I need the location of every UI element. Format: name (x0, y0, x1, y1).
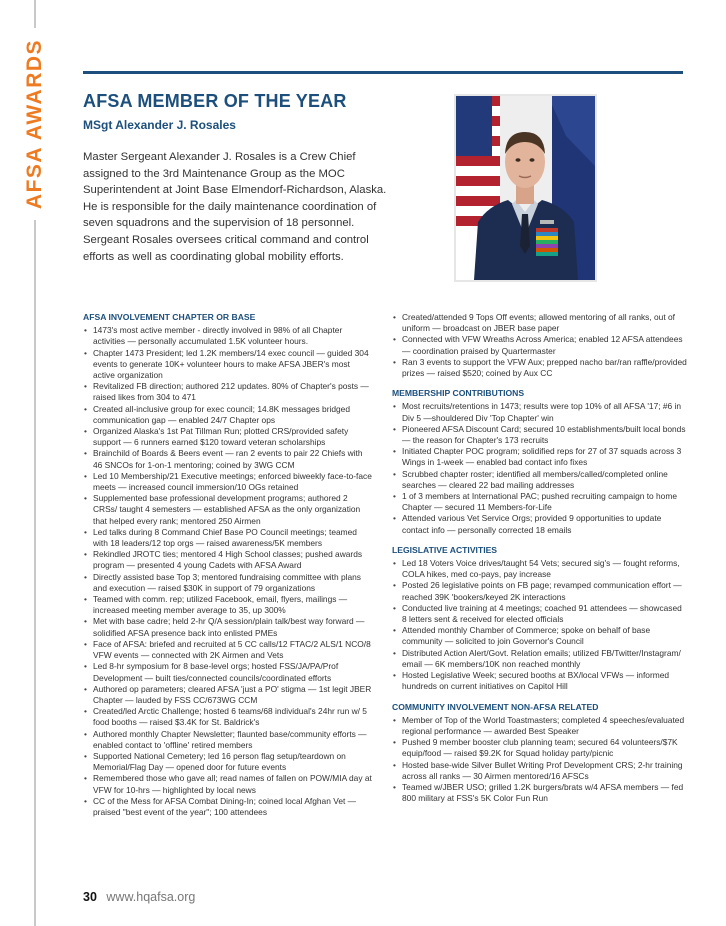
list-item: • Created/led Arctic Challenge; hosted 6 teams/68 individual's 24hr run w/ 5 food booths — raised $3.4K for St. Baldrick's (83, 706, 373, 728)
list-item: • Created all-inclusive group for exec council; 14.8K messages bridged communication gap — enabled 24/7 Chapter ops (83, 404, 373, 426)
list-item: • Pioneered AFSA Discount Card; secured 10 establishments/built local bonds — the reason for Chapter's 173 recruits (392, 424, 688, 446)
list-item: • Attended monthly Chamber of Commerce; spoke on behalf of base community — solicited to join Governor's Council (392, 625, 688, 647)
list-item: • Supported National Cemetery; led 16 person flag setup/teardown on Memorial/Flag Day — opened door for future events (83, 751, 373, 773)
list-item: • Chapter 1473 President; led 1.2K members/14 exec council — guided 304 events to generate 10K+ volunteer hours to make AFSA JBER's most active organization (83, 348, 373, 382)
list-item: • Hosted Legislative Week; secured booths at BX/local VFWs — informed hundreds on current initiatives on Capitol Hill (392, 670, 688, 692)
section-list (392, 558, 688, 692)
list-item: • Directly assisted base Top 3; mentored fundraising committee with plans and execution — raised $30K in support of 79 organizations (83, 572, 373, 594)
list-item: • Ran 3 events to support the VFW Aux; prepped nacho bar/ran raffle/provided prizes — raised $520; coined by Aux CC (392, 357, 688, 379)
list-item: • Scrubbed chapter roster; identified all members/called/completed online searches — cleared 22 bad mailing addresses (392, 469, 688, 491)
column-right (392, 312, 688, 804)
sidebar-rule-top (34, 0, 36, 28)
list-item: • Most recruits/retentions in 1473; results were top 10% of all AFSA '17; #6 in Div 5 —shouldered Div 'Top Chapter' win (392, 401, 688, 423)
list-item: • 1 of 3 members at International PAC; pushed recruiting campaign to home Chapter — secured 11 Members-for-Life (392, 491, 688, 513)
sidebar-rule-bottom (34, 220, 36, 926)
page-number: 30 (83, 890, 97, 904)
list-item: • Initiated Chapter POC program; solidified reps for 27 of 37 squads across 3 Wings in 1-week — enabled bad contact info fixes (392, 446, 688, 468)
section-heading: LEGISLATIVE ACTIVITIES (392, 544, 498, 555)
list-item: • CC of the Mess for AFSA Combat Dining-In; coined local Afghan Vet — praised "best event of the year"; 100 attendees (83, 796, 373, 818)
list-item: • Teamed with comm. rep; utilized Facebook, email, flyers, mailings — increased meeting member average to 35, up 300% (83, 594, 373, 616)
column-left (83, 312, 373, 818)
section-gap (392, 693, 688, 702)
page-subtitle: MSgt Alexander J. Rosales (83, 118, 236, 132)
list-item: • Authored monthly Chapter Newsletter; flaunted base/community efforts — enabled contact to 'offline' retired members (83, 729, 373, 751)
list-item: • Brainchild of Boards & Beers event — ran 2 events to pair 22 Chiefs with 46 SNCOs for 1-on-1 mentoring; coined by 3WG CCM (83, 448, 373, 470)
list-item: • Led 10 Membership/21 Executive meetings; enforced biweekly face-to-face meets — increased council immersion/10 OGs retained (83, 471, 373, 493)
page-title: AFSA MEMBER OF THE YEAR (83, 91, 347, 111)
list-item: • Supplemented base professional development programs; authored 2 CRSs/ taught 4 semesters — established AFSA as the only organization that helped every rank; mentored 250 Airmen (83, 493, 373, 527)
section-tag (20, 34, 50, 214)
page-footer (83, 890, 195, 904)
list-item: • Teamed w/JBER USO; grilled 1.2K burgers/brats w/4 AFSA members — fed 800 military at FSS's 5K Color Fun Run (392, 782, 688, 804)
list-item: • Met with base cadre; held 2-hr Q/A session/plain talk/best way forward — solidified AFSA presence back into enlisted PMEs (83, 616, 373, 638)
section-list-continued (392, 312, 688, 379)
portrait-image (456, 96, 595, 280)
list-item: • Led talks during 8 Command Chief Base PO Council meetings; teamed with 18 leaders/12 top orgs — raised awareness/5K members (83, 527, 373, 549)
list-item: • Organized Alaska's 1st Pat Tillman Run; plotted CRS/provided safety support — 6 runners earned $120 toward veteran scholarships (83, 426, 373, 448)
list-item: • Led 8-hr symposium for 8 base-level orgs; hosted FSS/JA/PA/Prof Development — built ties/connected councils/coordinated efforts (83, 661, 373, 683)
list-item: • Face of AFSA: briefed and recruited at 5 CC calls/12 FTAC/2 ALS/1 NCO/8 VFW events — connected with 2K Airmen and Vets (83, 639, 373, 661)
section-list (392, 401, 688, 535)
list-item: • Distributed Action Alert/Govt. Relation emails; utilized FB/Twitter/Instagram/ email — 6K members/10K non reached monthly (392, 648, 688, 670)
list-item: • Hosted base-wide Silver Bullet Writing Prof Development CRS; 2-hr training across all ranks — 30 Airmen mentored/16 AFSCs (392, 760, 688, 782)
list-item: • Created/attended 9 Tops Off events; allowed mentoring of all ranks, out of uniform — broadcast on JBER base paper (392, 312, 688, 334)
list-item: • Connected with VFW Wreaths Across America; enabled 12 AFSA attendees — coordination praised by Quartermaster (392, 334, 688, 356)
list-item: • Led 18 Voters Voice drives/taught 54 Vets; secured sig's — fought reforms, COLA hikes, med co-pays, pay increase (392, 558, 688, 580)
list-item: • Conducted live training at 4 meetings; coached 91 attendees — showcased 8 letters sent & received for elected officials (392, 603, 688, 625)
list-item: • Member of Top of the World Toastmasters; completed 4 speeches/evaluated regional performance — awarded Best Speaker (392, 715, 688, 737)
list-item: • Authored op parameters; cleared AFSA 'just a PO' stigma — 1st legit JBER Chapter — lauded by FSS CC/673WG CCM (83, 684, 373, 706)
header-rule (83, 71, 683, 74)
list-item: • Remembered those who gave all; read names of fallen on POW/MIA day at VFW for 10-hrs — highlighted by local news (83, 773, 373, 795)
intro-paragraph: Master Sergeant Alexander J. Rosales is a Crew Chief assigned to the 3rd Maintenance Group as the MOC Superintendent at Joint Base Elmendorf-Richardson, Alaska. He is responsible for the daily maintenance coordination of seven squadrons and the supervision of 18 personnel. Sergeant Rosales oversees critical command and control efforts as well as coordinating global mobility efforts. (83, 151, 387, 263)
section-gap (392, 379, 688, 388)
website-link[interactable]: www.hqafsa.org (106, 890, 196, 904)
section-list (83, 325, 373, 818)
list-item: • Revitalized FB direction; authored 212 updates. 80% of Chapter's posts — raised likes from 304 to 471 (83, 381, 373, 403)
section-list (392, 715, 688, 805)
list-item: • Attended various Vet Service Orgs; provided 9 opportunities to update contact info — personally corrected 18 emails (392, 513, 688, 535)
section-tag-label: AFSA AWARDS (23, 38, 46, 210)
section-heading: MEMBERSHIP CONTRIBUTIONS (392, 388, 525, 399)
section-heading: AFSA INVOLVEMENT CHAPTER OR BASE (83, 312, 256, 322)
list-item: • Posted 26 legislative points on FB page; revamped communication effort — reached 39K 'bookers/keyed 2K interactions (392, 580, 688, 602)
list-item: • Pushed 9 member booster club planning team; secured 64 volunteers/$7K equip/food — raised $9.2K for Squad holiday party/picnic (392, 737, 688, 759)
list-item: • 1473's most active member - directly involved in 98% of all Chapter activities — personally accumulated 1.5K volunteer hours. (83, 325, 373, 347)
section-heading: COMMUNITY INVOLVEMENT NON-AFSA RELATED (392, 701, 599, 712)
portrait-photo (454, 94, 597, 282)
list-item: • Rekindled JROTC ties; mentored 4 High School classes; pushed awards program — presented 4 young Cadets with AFSA Award (83, 549, 373, 571)
section-gap (392, 536, 688, 545)
